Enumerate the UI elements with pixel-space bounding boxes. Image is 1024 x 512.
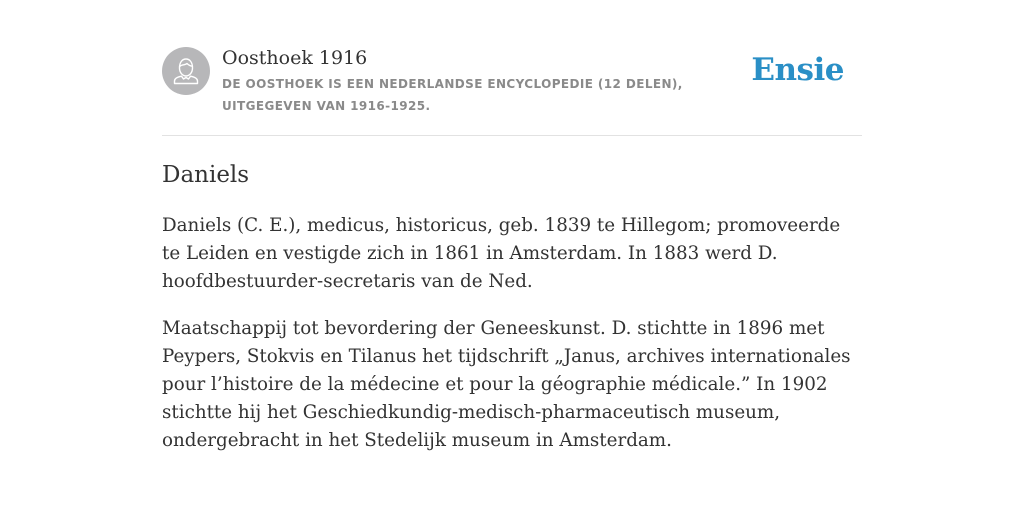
user-icon: [162, 47, 210, 95]
article-title: Daniels: [162, 162, 250, 188]
source-header: [162, 46, 862, 118]
avatar[interactable]: [162, 47, 210, 95]
brand-logo[interactable]: Ensie: [751, 52, 844, 88]
article-paragraph: Maatschappij tot bevordering der Geneeskunst. D. stichtte in 1896 met Peypers, Stokvis en Tilanus het tijdschrift „Janus, archives internationales pour l’histoire de la médecine et pour la géographie médicale.” In 1902 stichtte hij het Geschiedkundig-medisch-pharmaceutisch museum, ondergebracht in het Stedelijk museum in Amsterdam.: [162, 318, 851, 451]
source-description: DE OOSTHOEK IS EEN NEDERLANDSE ENCYCLOPEDIE (12 DELEN), UITGEGEVEN VAN 1916-1925.: [222, 77, 683, 113]
article-paragraph: Daniels (C. E.), medicus, historicus, geb. 1839 te Hillegom; promoveerde te Leiden en vestigde zich in 1861 in Amsterdam. In 1883 werd D. hoofdbestuurder-secretaris van de Ned.: [162, 215, 841, 292]
article-body: [162, 212, 862, 474]
source-title[interactable]: Oosthoek 1916: [222, 47, 368, 69]
divider: [162, 135, 862, 136]
